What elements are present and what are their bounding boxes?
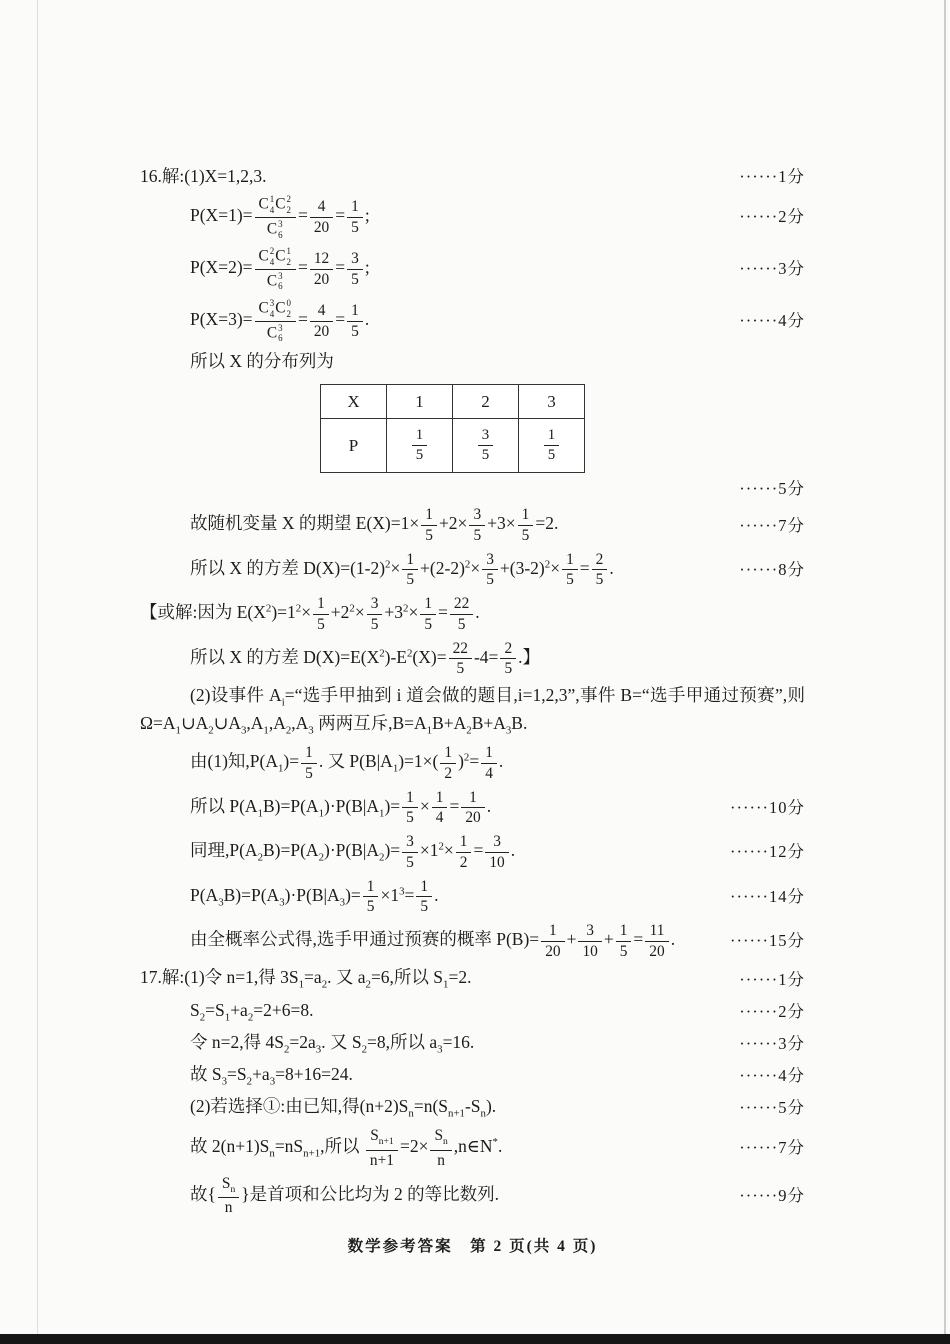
table-cell: P <box>321 419 387 473</box>
line-text: 故{ $\frac{S_n}{n}$ }是首项和公比均为 2 的等比数列. <box>190 1175 500 1217</box>
solution-line <box>140 998 805 1026</box>
solution-line <box>140 832 805 872</box>
line-text: 所以 X 的方差 $D(X)=(1-2)^2\times$ $\frac{1}{5}$ $+(2-2)^2\times$ $\frac{3}{5}$ $+(3-2)^2\times$ $\frac{1}{5}$ = $\frac{2}{5}$ . <box>190 550 614 589</box>
score-mark: ······12分 <box>730 842 805 862</box>
table-cell: $\frac{3}{5}$ <box>453 419 519 473</box>
score-mark: ······10分 <box>730 798 805 817</box>
score-mark: ······3分 <box>739 259 805 279</box>
table-row <box>321 385 585 419</box>
score-mark: ······9分 <box>739 1186 805 1206</box>
solution-line <box>140 1062 805 1090</box>
line-text: 由全概率公式得,选手甲通过预赛的概率 P(B)= $\frac{1}{20}$ + $\frac{3}{10}$ + $\frac{1}{5}$ = $\frac{11}{20}$ . <box>190 921 676 960</box>
score-mark: ······3分 <box>739 1033 805 1053</box>
score-mark: ······4分 <box>739 1066 805 1086</box>
distribution-table-wrap <box>320 384 805 473</box>
solution-line <box>140 683 805 739</box>
solution-line <box>140 550 805 590</box>
line-text: (2)若选择①:由已知,得$(n+2)S_n=n(S_{n+1}-S_n)$. <box>190 1096 497 1120</box>
line-text: 由(1)知$,P(A_1)=$ $\frac{1}{5}$ . 又 $P(B|A_1)=1\times$( $\frac{1}{2}$ )$^2$= $\frac{1}{4}$ . <box>190 744 504 783</box>
solution-line <box>140 1094 805 1122</box>
solution-lines <box>140 164 805 1218</box>
solution-line <box>140 245 805 293</box>
table-cell: X <box>321 385 387 419</box>
score-mark: ······7分 <box>739 515 805 535</box>
score-mark: ······4分 <box>739 311 805 331</box>
table-cell: 3 <box>519 385 585 419</box>
scan-artifact-bottom-bar <box>0 1334 950 1344</box>
solution-line <box>140 1126 805 1170</box>
line-text: 16.解:(1)X=1,2,3. <box>140 166 267 186</box>
solution-line <box>140 349 805 374</box>
line-text: P(X=1)= C 1 4 C 2 2 C 3 6 = $\frac{4}{20}$ = $\frac{1}{5}$ ; <box>190 194 370 240</box>
solution-line <box>140 1174 805 1218</box>
solution-line <box>140 788 805 828</box>
score-mark: ······5分 <box>739 1098 805 1118</box>
score-mark: ······1分 <box>739 969 805 989</box>
solution-line <box>140 297 805 345</box>
solution-line <box>140 505 805 545</box>
score-mark: ······2分 <box>739 207 805 227</box>
line-text: P(X=2)= C 2 4 C 1 2 C 3 6 = $\frac{12}{20}$ = $\frac{3}{5}$ ; <box>190 246 370 292</box>
line-text: $S_2=S_1+a_2=2+6=8$. <box>190 999 314 1024</box>
score-mark: ······14分 <box>730 886 805 906</box>
score-mark: ······2分 <box>739 1001 805 1021</box>
line-text: P(X=3)= C 3 4 C 0 2 C 3 6 = $\frac{4}{20}$ = $\frac{1}{5}$ . <box>190 298 370 344</box>
score-mark: ······7分 <box>739 1138 805 1158</box>
line-text: 故随机变量 X 的期望 E(X)=1× $\frac{1}{5}$ +2× $\frac{3}{5}$ +3× $\frac{1}{5}$ =2. <box>190 506 559 544</box>
line-text: 故 $2(n+1)S_n=nS_{n+1}$,所以 $\frac{S_{n+1}}{n+1}$ =2× $\frac{S_n}{n}$ ,n∈N*. <box>190 1127 503 1169</box>
table-cell: 1 <box>387 385 453 419</box>
line-text: 令 n=2,得 $4S_2=2a_3$. 又 $S_2=8$,所以 $a_3=16$. <box>190 1031 475 1056</box>
solution-line <box>140 639 805 679</box>
solution-line <box>140 921 805 961</box>
score-mark: ······1分 <box>739 166 805 186</box>
line-text: $P(A_3B)=P(A_3)\cdot P(B|A_3)=$ $\frac{1}{5}$ $\times 1^3=$ $\frac{1}{5}$ . <box>190 877 439 916</box>
score-mark: ······5分 <box>739 479 805 499</box>
solution-line <box>140 193 805 241</box>
line-text: 所以 $P(A_1B)=P(A_1)\cdot P(B|A_1)=$ $\frac{1}{5}$ × $\frac{1}{4}$ = $\frac{1}{20}$ . <box>190 788 492 827</box>
solution-line <box>140 877 805 917</box>
line-text: 所以 X 的方差 $D(X)=E(X^2)-E^2(X)=$ $\frac{22}{5}$ -4= $\frac{2}{5}$ .】 <box>190 639 541 678</box>
solution-line <box>140 1030 805 1058</box>
line-text: 17.解:(1)令 n=1,得 $3S_1=a_2$. 又 $a_2=6$,所以 $S_1=2$. <box>140 967 472 991</box>
distribution-table <box>320 384 585 473</box>
score-mark: ······8分 <box>739 559 805 579</box>
solution-line <box>140 164 805 189</box>
score-mark: ······15分 <box>730 931 805 951</box>
solution-line <box>140 594 805 634</box>
solution-line <box>140 477 805 501</box>
line-text: 故 $S_3=S_2+a_3=8+16=24$. <box>190 1064 353 1088</box>
solution-line <box>140 965 805 993</box>
table-cell: $\frac{1}{5}$ <box>519 419 585 473</box>
line-text: 所以 X 的分布列为 <box>190 351 334 371</box>
line-text: (2)设事件 $A_i=“$选手甲抽到 i 道会做的题目,i=1,2,3”,事件 B=“选手甲通过预赛”,则 $\Omega=A_1\cup A_2\cup A_3,A_1,A_2,A_3$ 两两互斥$,B=A_1B+A_2B+A_3B$. <box>140 684 806 737</box>
table-cell: $\frac{1}{5}$ <box>387 419 453 473</box>
table-cell: 2 <box>453 385 519 419</box>
page-footer: 数学参考答案 第 2 页(共 4 页) <box>347 1237 598 1255</box>
line-text: 同理$,P(A_2B)=P(A_2)\cdot P(B|A_2)=$ $\frac{3}{5}$ $\times 1^2\times$ $\frac{1}{2}$ = $\frac{3}{10}$ . <box>190 833 516 871</box>
solution-line <box>140 743 805 783</box>
line-text: 【或解:因为 $E(X^2)=1^2\times$ $\frac{1}{5}$ $+2^2\times$ $\frac{3}{5}$ $+3^2\times$ $\frac{1}{5}$ = $\frac{22}{5}$ . <box>140 595 480 633</box>
table-row <box>321 419 585 473</box>
